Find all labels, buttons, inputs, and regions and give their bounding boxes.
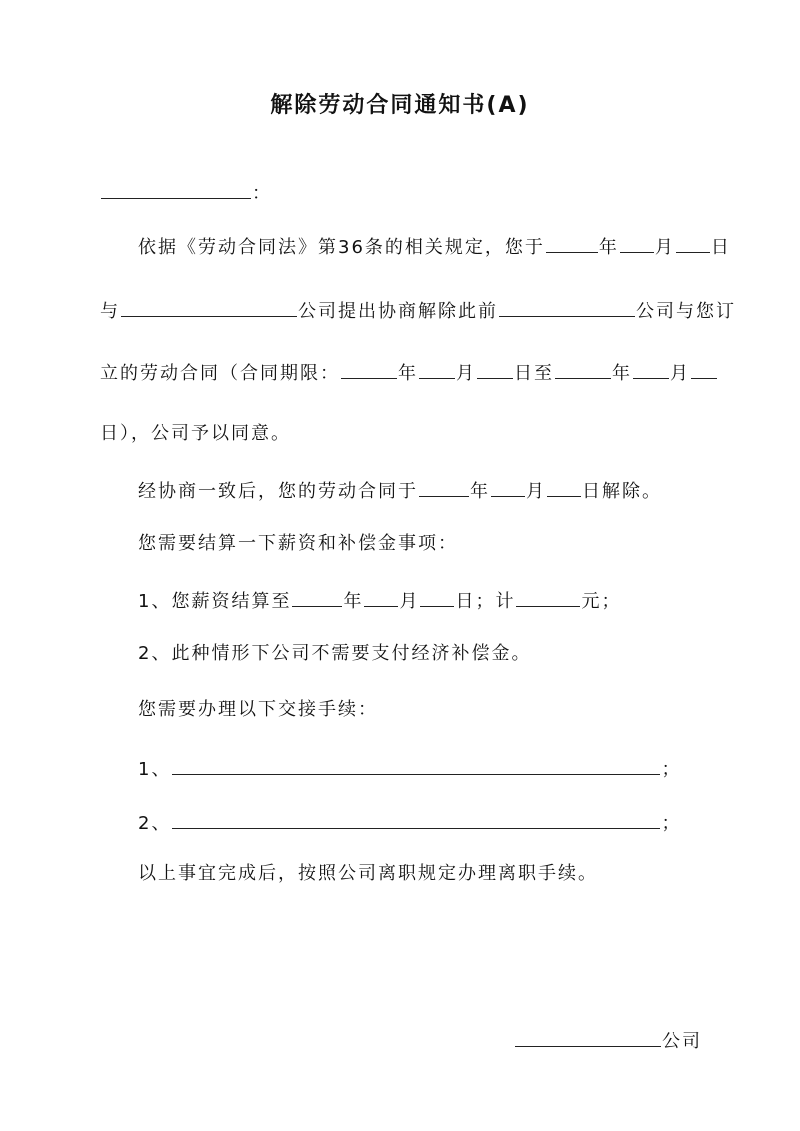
handover-item-2 [138,808,681,836]
salary-item-line [138,586,621,614]
handover-item-1 [138,754,681,782]
term-end-year-label: 年 [612,363,632,384]
para1-text-5: 立的劳动合同（合同期限： [100,363,340,384]
term-end-month-blank[interactable] [633,358,669,379]
termination-year-label: 年 [470,481,490,502]
salary-day-blank[interactable] [420,586,454,607]
salary-amount-blank[interactable] [516,586,580,607]
handover-item-2-end: ； [661,813,682,834]
term-end-month-label: 月 [670,363,690,384]
para1-text-6: 日至 [514,363,554,384]
salary-item-text-1: 1、您薪资结算至 [138,591,292,612]
month-label: 月 [654,237,675,258]
handover-item-1-blank[interactable] [172,754,660,775]
termination-month-blank[interactable] [491,476,525,497]
salutation-colon: ： [252,183,272,204]
proposer-company-blank[interactable] [121,296,297,317]
term-start-year-blank[interactable] [341,358,397,379]
day-label: 日 [710,237,731,258]
para1-line3 [100,358,718,386]
closing-line [138,862,598,886]
termination-year-blank[interactable] [419,476,469,497]
year-label: 年 [598,237,619,258]
para4-line [138,698,378,722]
para1-line2 [100,296,736,324]
compensation-item-text: 2、此种情形下公司不需要支付经济补偿金。 [138,643,532,664]
notice-year-blank[interactable] [546,232,598,253]
para1-text-1: 依据《劳动合同法》第36条的相关规定，您于 [138,237,545,258]
handover-item-1-number: 1、 [138,759,172,780]
para3-text: 您需要结算一下薪资和补偿金事项： [138,533,458,554]
term-start-month-label: 月 [456,363,476,384]
salary-item-text-3: 元； [581,591,622,612]
notice-day-blank[interactable] [676,232,710,253]
employer-company-blank[interactable] [499,296,635,317]
para1-text-7: 日），公司予以同意。 [100,423,291,444]
term-start-day-blank[interactable] [477,358,513,379]
para1-text-4: 公司与您订 [636,301,736,322]
termination-day-blank[interactable] [547,476,581,497]
salary-year-blank[interactable] [292,586,342,607]
handover-item-2-number: 2、 [138,813,172,834]
closing-text: 以上事宜完成后，按照公司离职规定办理离职手续。 [138,863,598,884]
salary-month-label: 月 [399,591,420,612]
para3-line [138,532,458,556]
termination-month-label: 月 [526,481,546,502]
para2-text-1: 经协商一致后，您的劳动合同于 [138,481,418,502]
handover-item-2-blank[interactable] [172,808,660,829]
para2-text-2: 日解除。 [582,481,662,502]
term-end-year-blank[interactable] [555,358,611,379]
term-start-year-label: 年 [398,363,418,384]
document-title: 解除劳动合同通知书(A) [270,93,530,118]
salary-item-text-2: 日；计 [455,591,516,612]
signing-company-blank[interactable] [515,1026,661,1047]
para4-text: 您需要办理以下交接手续： [138,699,378,720]
compensation-item-line [138,642,531,666]
signature-line [514,1026,702,1054]
notice-month-blank[interactable] [620,232,654,253]
para1-line1 [138,232,731,260]
salutation-line [100,178,272,206]
term-end-day-blank[interactable] [691,358,717,379]
recipient-name-blank[interactable] [101,178,251,199]
salary-year-label: 年 [343,591,364,612]
para1-text-3: 公司提出协商解除此前 [298,301,498,322]
salary-month-blank[interactable] [364,586,398,607]
handover-item-1-end: ； [661,759,682,780]
para2-line [138,476,662,504]
para1-text-2: 与 [100,301,120,322]
term-start-month-blank[interactable] [419,358,455,379]
para1-line4 [100,422,291,446]
signature-suffix: 公司 [662,1031,702,1052]
